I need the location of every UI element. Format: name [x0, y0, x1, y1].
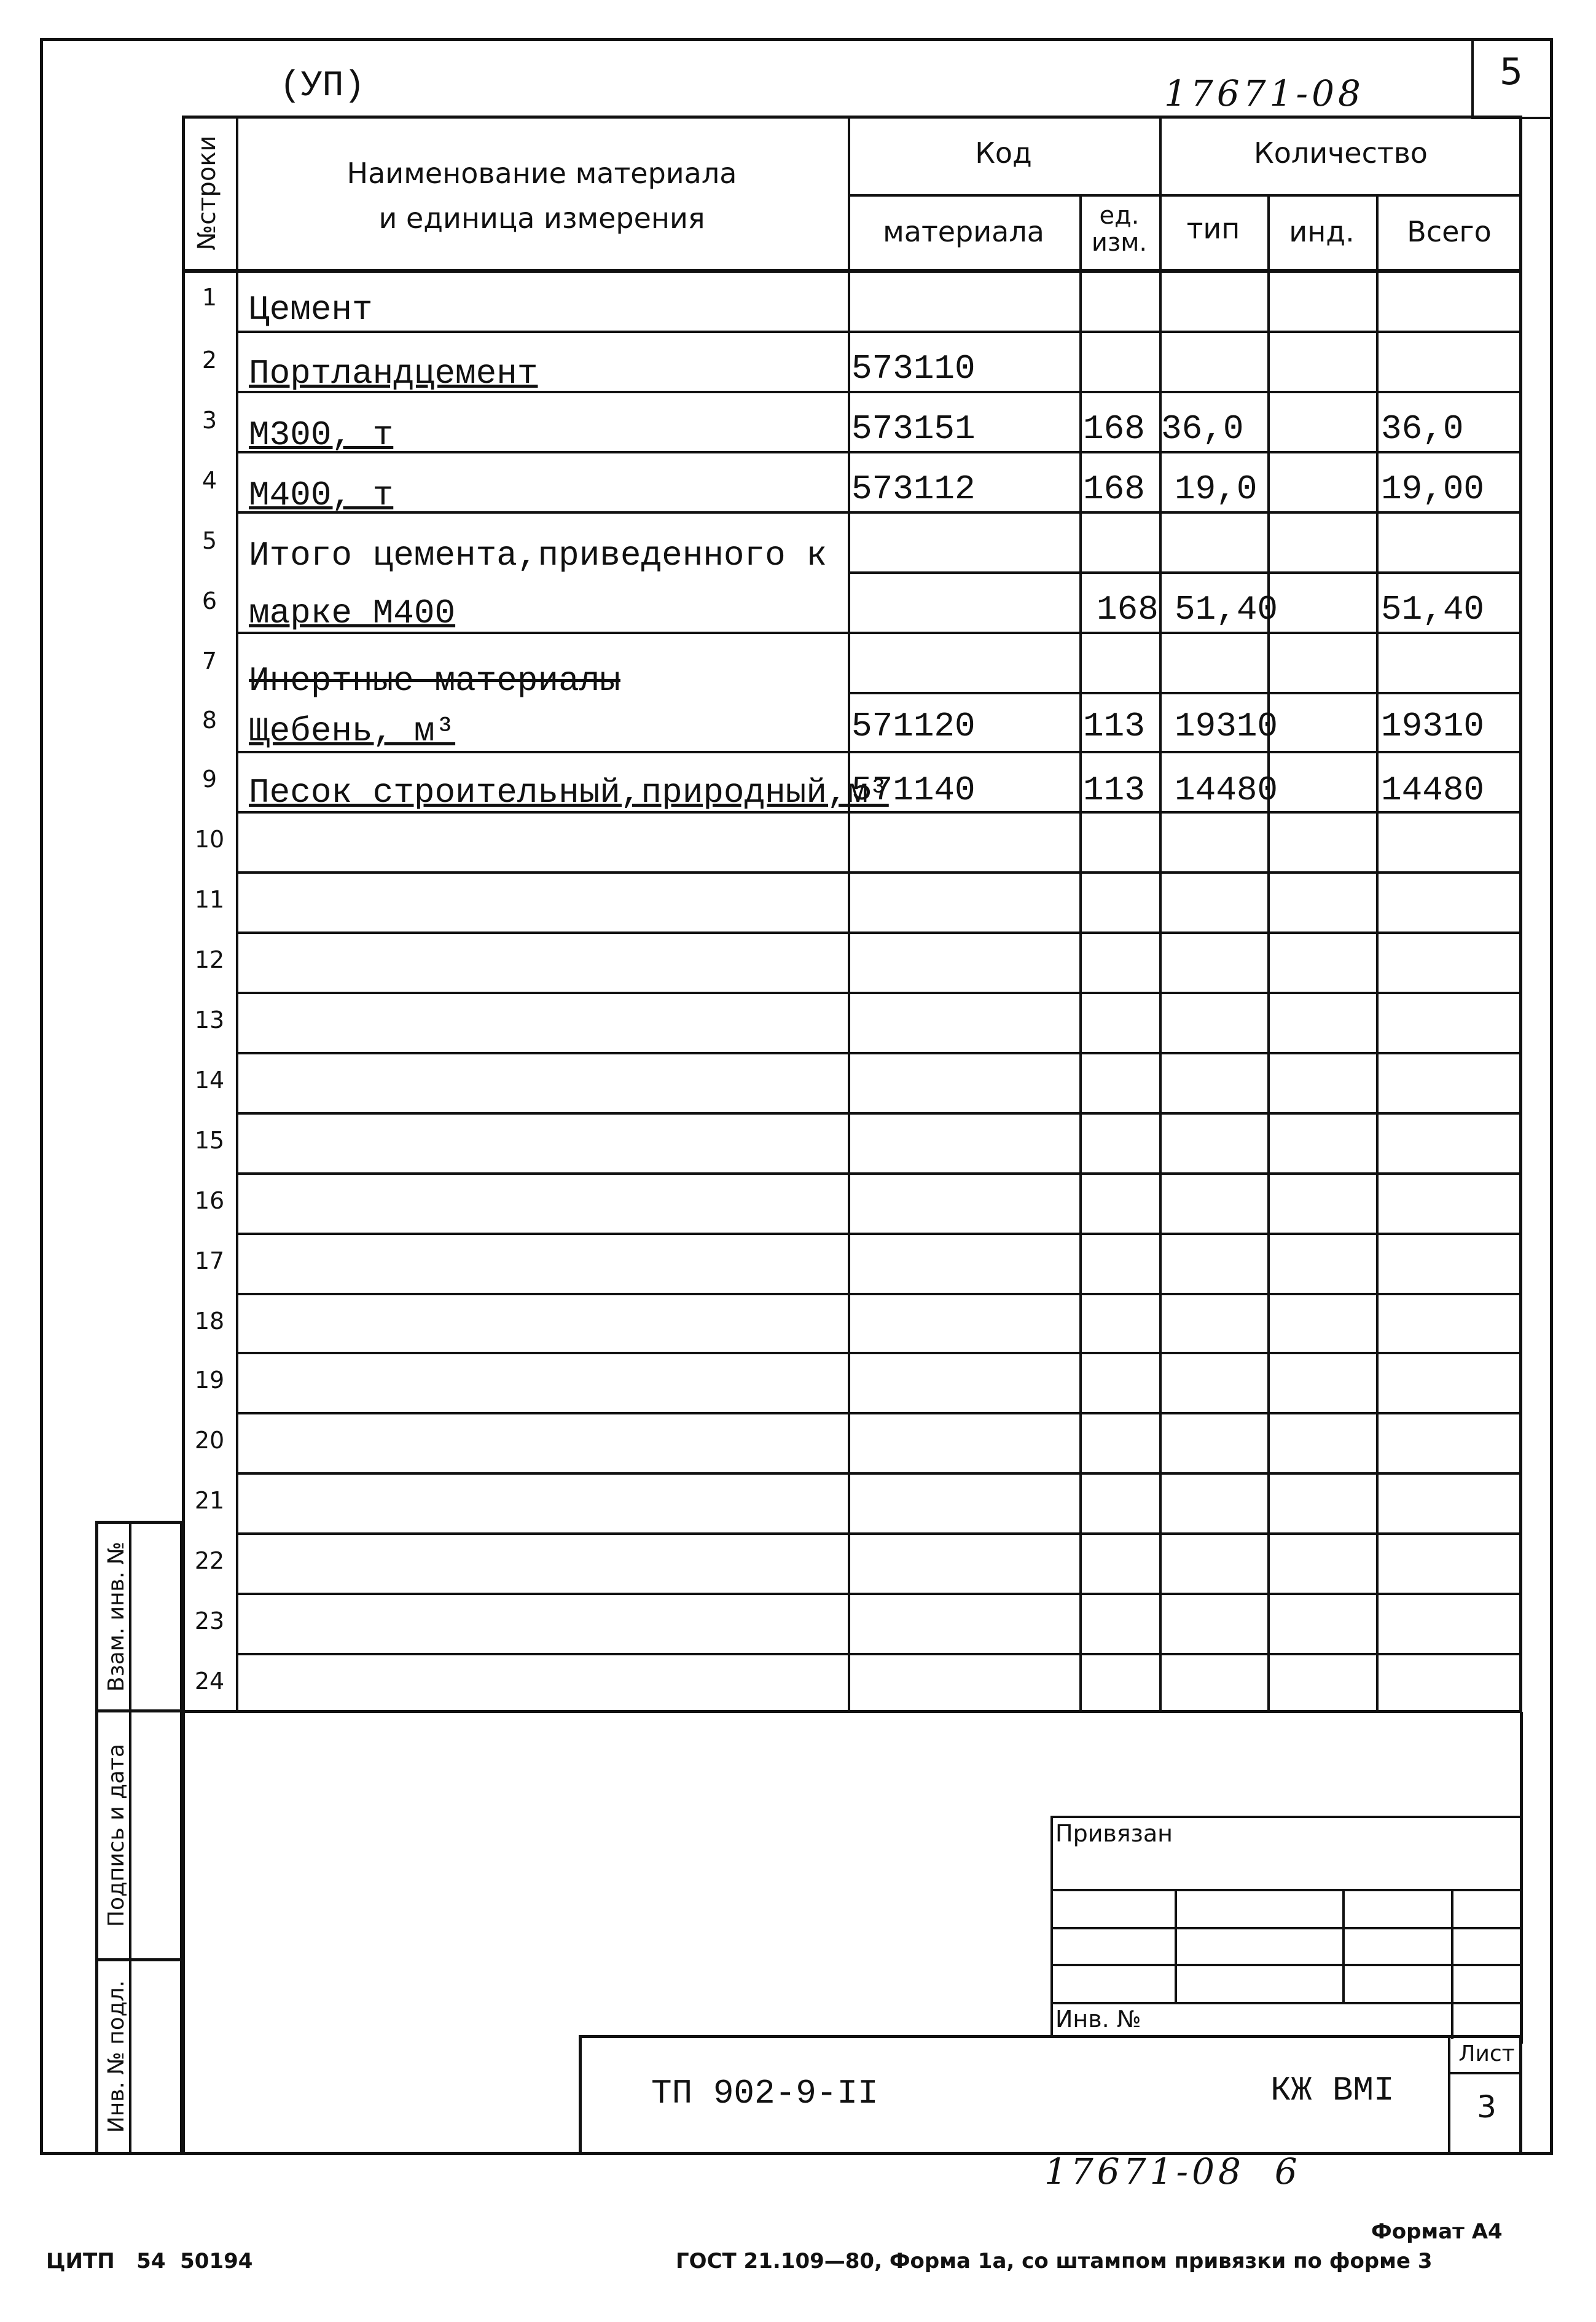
- unit-code: 168: [1083, 469, 1145, 509]
- col-divider-type: [1267, 195, 1270, 1712]
- row-line: [236, 1352, 1521, 1354]
- material-code: 571120: [851, 707, 976, 746]
- row-line: [236, 1472, 1521, 1475]
- row-number: 23: [194, 1607, 225, 1634]
- title-sheet-value: 3: [1477, 2089, 1496, 2125]
- row-line: [236, 1412, 1521, 1414]
- title-designation: ТП 902-9-II: [651, 2074, 878, 2113]
- row-number: 15: [194, 1127, 225, 1154]
- quantity-total: 14480: [1381, 771, 1485, 810]
- stamp-col: [1451, 1889, 1453, 2039]
- row-line: [848, 571, 1521, 574]
- row-line: [236, 1233, 1521, 1235]
- material-name: Итого цемента,приведенного к: [249, 536, 827, 575]
- footer-gost: ГОСТ 21.109—80, Форма 1а, со штампом привязки по форме 3: [676, 2249, 1433, 2273]
- footer-format: Формат А4: [1371, 2219, 1503, 2244]
- header-total: Всего: [1407, 215, 1492, 248]
- quantity-type: 19,0: [1175, 469, 1258, 509]
- header-name-line2: и единица измерения: [378, 202, 705, 235]
- header-type: тип: [1186, 212, 1240, 245]
- quantity-type: 14480: [1175, 771, 1278, 810]
- row-number: 4: [201, 467, 217, 494]
- row-number: 2: [201, 347, 217, 374]
- row-line: [236, 1593, 1521, 1595]
- quantity-total: 19310: [1381, 707, 1485, 746]
- title-sheet-line: [1448, 2072, 1522, 2074]
- material-name: Инертные материалы: [249, 661, 620, 700]
- row-line: [236, 451, 1521, 453]
- row-number: 24: [194, 1668, 225, 1695]
- row-line: [848, 692, 1521, 694]
- row-line: [236, 992, 1521, 994]
- row-number: 14: [194, 1067, 225, 1094]
- material-code: 573112: [851, 469, 976, 509]
- stamp-col: [1342, 1889, 1345, 2002]
- row-number: 5: [201, 527, 217, 554]
- header-subline: [848, 194, 1521, 197]
- row-number: 16: [194, 1187, 225, 1214]
- material-name: Песок строительный,природный,м³: [249, 773, 889, 812]
- side-label-inv-podl: Инв. № подл.: [104, 1980, 129, 2133]
- stamp-inv-no: Инв. №: [1055, 2006, 1141, 2033]
- material-code: 573110: [851, 349, 976, 388]
- material-code: 571140: [851, 771, 976, 810]
- col-divider-ind: [1376, 195, 1379, 1712]
- up-label: (УП): [280, 66, 366, 106]
- row-number: 17: [194, 1247, 225, 1274]
- stamp-right: [1520, 1712, 1523, 2044]
- row-number: 9: [201, 766, 217, 793]
- row-line: [236, 1052, 1521, 1054]
- row-number: 21: [194, 1487, 225, 1514]
- row-line: [236, 1293, 1521, 1295]
- page-number-divider: [1471, 38, 1474, 118]
- unit-code: 168: [1097, 590, 1159, 629]
- row-number: 18: [194, 1308, 225, 1335]
- row-number: 13: [194, 1006, 225, 1034]
- quantity-type: 51,40: [1175, 590, 1278, 629]
- side-label-podpis: Подпись и дата: [104, 1743, 129, 1928]
- quantity-total: 51,40: [1381, 590, 1485, 629]
- row-number: 8: [201, 707, 217, 734]
- row-line: [236, 331, 1521, 333]
- row-line: [236, 1172, 1521, 1175]
- doc-number-top: 17671-08: [1164, 73, 1364, 114]
- material-name: марке М400: [249, 594, 456, 633]
- quantity-type: 19310: [1175, 707, 1278, 746]
- row-number: 3: [201, 407, 217, 434]
- row-line: [236, 751, 1521, 753]
- col-divider-code: [1079, 195, 1082, 1712]
- row-number: 10: [194, 826, 225, 853]
- quantity-type: 36,0: [1161, 409, 1244, 449]
- material-name: Портландцемент: [249, 354, 538, 393]
- row-number: 19: [194, 1367, 225, 1394]
- title-code: КЖ ВМI: [1270, 2071, 1395, 2110]
- row-number: 7: [201, 648, 217, 675]
- header-row-no: №строки: [193, 135, 221, 251]
- footer-left: ЦИТП 54 50194: [46, 2249, 253, 2273]
- material-name: М400, т: [249, 476, 394, 515]
- title-sheet-divider: [1448, 2036, 1450, 2154]
- header-code: Код: [975, 136, 1032, 170]
- doc-number-bottom: 17671-08 6: [1044, 2151, 1301, 2192]
- row-number: 12: [194, 946, 225, 973]
- quantity-total: 19,00: [1381, 469, 1485, 509]
- row-number: 11: [194, 886, 225, 913]
- material-name: М300, т: [249, 415, 394, 455]
- stamp-col: [1175, 1889, 1177, 2002]
- header-unit-line1: ед.: [1099, 202, 1140, 230]
- header-material: материала: [883, 215, 1044, 248]
- row-line: [236, 511, 1521, 514]
- row-line: [236, 932, 1521, 934]
- stamp-privyazan: Привязан: [1055, 1820, 1173, 1847]
- material-name: Цемент: [249, 290, 373, 329]
- unit-code: 113: [1083, 707, 1145, 746]
- row-line: [236, 1653, 1521, 1655]
- page-number: 5: [1499, 50, 1524, 93]
- lower-area-left: [182, 1712, 185, 2155]
- header-ind: инд.: [1289, 215, 1355, 248]
- row-line: [236, 1112, 1521, 1115]
- quantity-total: 36,0: [1381, 409, 1464, 449]
- row-line: [236, 871, 1521, 874]
- row-number: 20: [194, 1427, 225, 1454]
- row-line: [236, 1532, 1521, 1535]
- stamp-top: [1050, 1816, 1522, 1818]
- side-label-vzam: Взам. инв. №: [104, 1541, 129, 1692]
- row-number: 1: [201, 284, 217, 311]
- row-number: 22: [194, 1547, 225, 1574]
- material-code: 573151: [851, 409, 976, 449]
- header-name-line1: Наименование материала: [346, 157, 737, 190]
- row-number: 6: [201, 587, 217, 614]
- header-quantity: Количество: [1254, 136, 1428, 170]
- unit-code: 113: [1083, 771, 1145, 810]
- material-name: Щебень, м³: [249, 712, 456, 751]
- unit-code: 168: [1083, 409, 1145, 449]
- header-bottom: [182, 269, 1522, 273]
- title-sheet-label: Лист: [1458, 2041, 1515, 2066]
- header-unit-line2: изм.: [1091, 229, 1148, 257]
